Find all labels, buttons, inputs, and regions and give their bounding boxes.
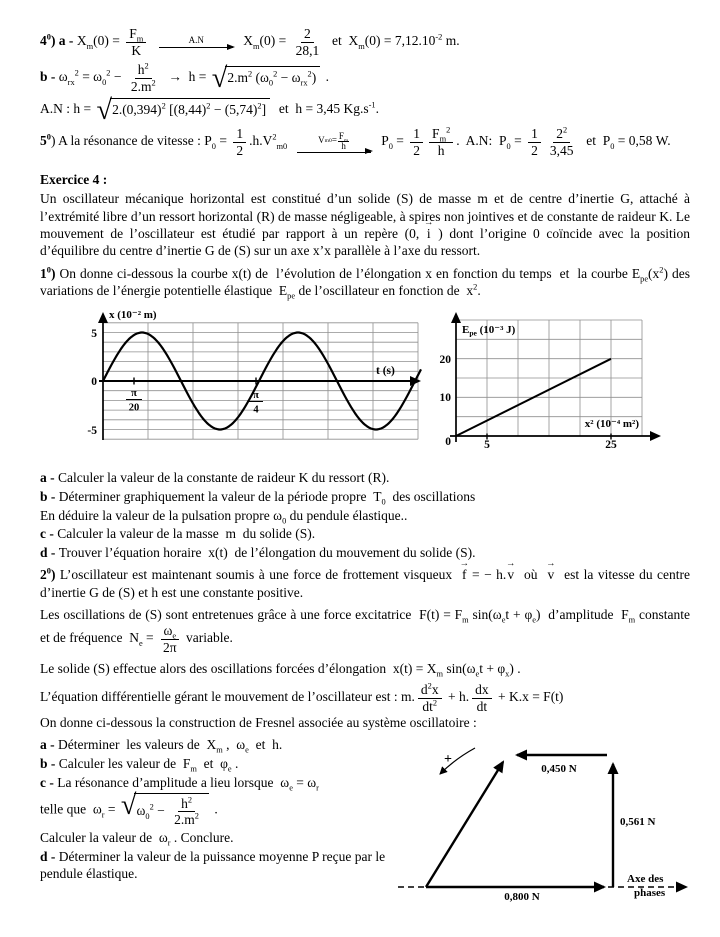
fresnel-intro: On donne ci-dessous la construction de Fresnel associée au système oscillatoire :	[40, 715, 477, 731]
question1-intro: $1^0$) On donne ci-dessous la courbe x(t) de l’évolution de l’élongation x en fonction du temps et la courbe $E_{pe}(x^2)$ des variations de l’énergie potentielle élastique $E_{pe}$ de l’oscillateur en fonction de $x^2$.	[40, 265, 690, 301]
question2-column	[40, 735, 396, 884]
xt-ytick-5: 5	[91, 328, 97, 341]
label-axis-line2: phases	[634, 886, 666, 899]
epe-ytick-10: 10	[439, 392, 451, 405]
svg-text:4: 4	[253, 404, 259, 416]
paragraph-2: $2^0$) L’oscillateur est maintenant soumis à une force de frottement visqueux → f = − h.→ v où → v est la vitesse du centre d’inertie G de (S) et h est une constante positive.	[40, 566, 690, 601]
solution-line-4b: $b - \omega_{rx}^2 = \omega_0^2$ − $\frac{h^2}{2.m^2}$ → h = √ $2.m^2$ $(\omega_0^2 - \omega_{rx}^2)$ .	[40, 61, 329, 94]
xt-ylabel: x (10⁻² m)	[109, 309, 157, 322]
label-0450: 0,450 N	[541, 762, 577, 775]
rotation-plus-sign: +	[444, 751, 452, 767]
question2-c2: telle que $\omega_r$ = √ $\omega_0^2$ − $\frac{h^2}{2.m^2}$ .	[40, 789, 218, 828]
xt-ytick-m5: -5	[87, 425, 97, 438]
svg-text:π: π	[253, 390, 259, 402]
epe-xtick-25: 25	[605, 439, 617, 452]
paragraph-forced: Le solide (S) effectue alors des oscillations forcées d’élongation $x(t) = X_m$ $\sin(\omega_et + \varphi_x)$ .	[40, 661, 521, 679]
epe-ytick-0: 0	[445, 436, 451, 449]
figures-row	[40, 306, 690, 467]
epe-ytick-20: 20	[439, 354, 451, 367]
question1-d: d - Trouver l’équation horaire x(t) de l’élongation du mouvement du solide (S).	[40, 545, 476, 561]
svg-text:π: π	[131, 388, 137, 400]
label-0561: 0,561 N	[620, 815, 656, 828]
question1-a: a - Calculer la valeur de la constante de raideur K du ressort (R).	[40, 470, 390, 486]
fresnel-diagram	[396, 735, 701, 902]
epe-graph	[431, 306, 676, 451]
xt-ticklabel-pi4	[249, 390, 263, 416]
svg-text:20: 20	[128, 402, 140, 414]
question2-b: b - Calculer les valeur de $F_m$ et $\varphi_e$ .	[40, 756, 239, 774]
paragraph-excitation: Les oscillations de (S) sont entretenues grâce à une force excitatrice $F(t) = F_m$ $\sin(\omega_et + \varphi_e)$ d’amplitude $F_m$ constante et de fréquence $N_e$ = $\frac{\omega_e}{2\pi}$ variable.	[40, 606, 691, 655]
epe-xlabel: x² (10⁻⁴ m²)	[584, 418, 639, 431]
epe-xtick-5: 5	[484, 439, 490, 452]
question2-c3: Calculer la valeur de $\omega_r$ . Conclure.	[40, 830, 234, 848]
xt-graph	[53, 306, 431, 467]
question1-b: b - Déterminer graphiquement la valeur de la période propre $T_0$ des oscillations	[40, 488, 476, 507]
question2-section	[40, 735, 690, 902]
label-axis-line1: Axe des	[627, 872, 664, 885]
question1-c: c - Calculer la valeur de la masse m du solide (S).	[40, 526, 316, 542]
question2-c: c - La résonance d’amplitude a lieu lorsque $\omega_e = \omega_r$	[40, 774, 319, 793]
epe-ylabel: $E_{pe}$ (10⁻³ J)	[462, 324, 516, 338]
solution-line-an: A.N : h = √ $2.(0,394)^2$ $[(8,44)^2 - (5,74)^2]$ et h = 3,45 $Kg.s^{-1}$.	[40, 95, 379, 127]
vector-resultant	[426, 762, 503, 887]
exercise-title: Exercice 4 :	[40, 172, 108, 188]
solution-line-4a: $4^0$) a - $X_m(0)$ = $\frac{F_m}{K}$ A.N $X_m(0)$ = $\frac{2}{28,1}$ et $X_m(0) = 7,12.10^{-2}$ m.	[40, 26, 460, 58]
label-0800: 0,800 N	[504, 890, 540, 902]
xt-xlabel: t (s)	[376, 365, 395, 378]
xt-ytick-0: 0	[91, 376, 97, 389]
solution-block	[40, 26, 690, 158]
solution-line-5: $5^0$) A la résonance de vitesse : $P_0$ = $\frac{1}{2}$ $.h.V^2_{m0}$ V m0 = $\frac{F_m}{h}$ $P_0$ = $\frac{1}{2}$ $\frac{F_m^2}{h}$ . A.N: $P_0$ = $\frac{1}{2}$ $\frac{2^2}{3,45}$ et $P_0 = 0,58$ W.	[40, 125, 671, 158]
question2-d: d - Déterminer la valeur de la puissance moyenne P reçue par le pendule élastique.	[40, 848, 386, 882]
differential-equation: L’équation différentielle gérant le mouvement de l’oscillateur est : m. $\frac{d^2x}{dt^2}$ + h. $\frac{dx}{dt}$ + K.x = F(t)	[40, 681, 564, 714]
question1-b2: En déduire la valeur de la pulsation propre $\omega_0$ du pendule élastique..	[40, 507, 408, 526]
exercise-intro: Un oscillateur mécanique horizontal est constitué d’un solide (S) de masse m et de centre d’inertie G, attaché à l’extrémité libre d’un ressort horizontal (R) de masse négligeable, à spires non jointives et de constante de raideur K. Le mouvement de l’oscillateur est étudié par rapport à un repère (0, → i ) dont l’origine 0 coïncide avec la position d’équilibre du centre d’inertie G de (S) sur un axe x’x parallèle à l’axe du ressort.	[40, 190, 690, 259]
question2-a: a - Déterminer les valeurs de $X_m$ , $\omega_e$ et h.	[40, 737, 283, 755]
